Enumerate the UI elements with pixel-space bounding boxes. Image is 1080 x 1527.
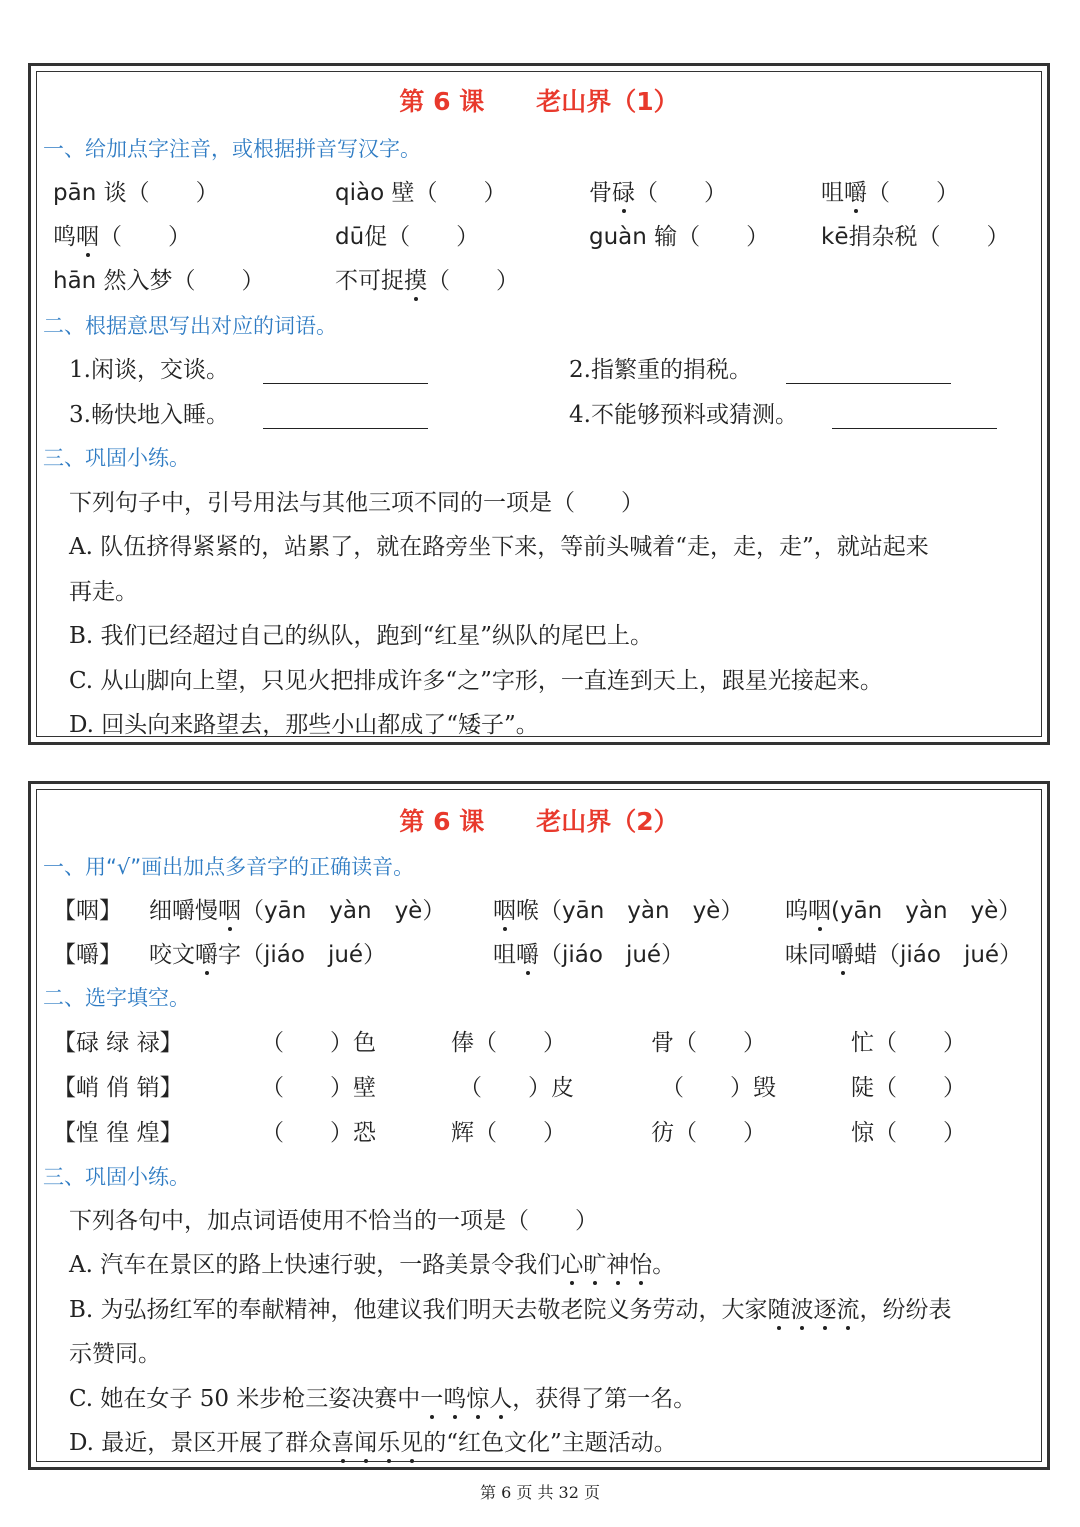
pinyin-item: pān 谈（ ） xyxy=(53,180,219,206)
answer-blank[interactable] xyxy=(832,408,997,429)
fill-item[interactable]: 俸（ ） xyxy=(451,1030,566,1056)
reading-item: 细嚼慢咽（yān yàn yè） xyxy=(149,898,446,924)
fill-item[interactable]: （ ）恐 xyxy=(261,1120,376,1146)
question-text: 下列句子中，引号用法与其他三项不同的一项是（ ） xyxy=(69,490,644,516)
char-group: 【峭 俏 销】 xyxy=(53,1075,183,1101)
fill-item[interactable]: （ ）色 xyxy=(261,1030,376,1056)
pinyin-item: qiào 壁（ ） xyxy=(335,180,507,206)
section-heading: 二、选字填空。 xyxy=(43,986,190,1010)
option-line: A. 汽车在景区的路上快速行驶，一路美景令我们心旷神怡。 xyxy=(69,1252,676,1278)
option-line: 示赞同。 xyxy=(69,1341,161,1367)
fill-item[interactable]: 彷（ ） xyxy=(651,1120,766,1146)
char-label: 【咽】 xyxy=(53,898,122,924)
option-line: C. 她在女子 50 米步枪三姿决赛中一鸣惊人，获得了第一名。 xyxy=(69,1386,697,1412)
char-label: 【嚼】 xyxy=(53,942,122,968)
section-heading: 三、巩固小练。 xyxy=(43,1165,190,1189)
pinyin-item: 不可捉摸（ ） xyxy=(335,268,519,294)
option-line: C. 从山脚向上望，只见火把排成许多“之”字形，一直连到天上，跟星光接起来。 xyxy=(69,668,883,694)
fill-item[interactable]: （ ）皮 xyxy=(459,1075,574,1101)
char-group: 【惶 徨 煌】 xyxy=(53,1120,183,1146)
definition-item: 1.闲谈，交谈。 xyxy=(69,351,428,384)
lesson-title xyxy=(31,802,1047,838)
fill-item[interactable]: 辉（ ） xyxy=(451,1120,566,1146)
fill-item[interactable]: 陡（ ） xyxy=(851,1075,966,1101)
section-heading: 一、用“√”画出加点多音字的正确读音。 xyxy=(43,855,415,879)
section-heading: 一、给加点字注音，或根据拼音写汉字。 xyxy=(43,137,421,161)
answer-blank[interactable] xyxy=(263,363,428,384)
answer-blank[interactable] xyxy=(786,363,951,384)
option-line: D. 回头向来路望去，那些小山都成了“矮子”。 xyxy=(69,712,539,738)
pinyin-item: dū促（ ） xyxy=(335,224,480,250)
fill-item[interactable]: （ ）壁 xyxy=(261,1075,376,1101)
lesson-card-1 xyxy=(28,63,1050,745)
char-group: 【碌 绿 禄】 xyxy=(53,1030,183,1056)
reading-item: 味同嚼蜡（jiáo jué） xyxy=(785,942,1023,968)
fill-item[interactable]: （ ）毁 xyxy=(661,1075,776,1101)
option-line: B. 我们已经超过自己的纵队，跑到“红星”纵队的尾巴上。 xyxy=(69,623,654,649)
pinyin-item: 咀嚼（ ） xyxy=(821,180,959,206)
reading-item: 咽喉（yān yàn yè） xyxy=(493,898,744,924)
pinyin-item: 鸣咽（ ） xyxy=(53,224,191,250)
definition-item: 2.指繁重的捐税。 xyxy=(569,351,951,384)
option-line: A. 队伍挤得紧紧的，站累了，就在路旁坐下来，等前头喊着“走，走，走”，就站起来 xyxy=(69,534,929,560)
option-line: D. 最近，景区开展了群众喜闻乐见的“红色文化”主题活动。 xyxy=(69,1430,677,1456)
reading-item: 咀嚼（jiáo jué） xyxy=(493,942,685,968)
definition-item: 3.畅快地入睡。 xyxy=(69,396,428,429)
pinyin-item: guàn 输（ ） xyxy=(589,224,770,250)
fill-item[interactable]: 骨（ ） xyxy=(651,1030,766,1056)
question-text: 下列各句中，加点词语使用不恰当的一项是（ ） xyxy=(69,1208,598,1234)
pinyin-item: hān 然入梦（ ） xyxy=(53,268,265,294)
option-line: 再走。 xyxy=(69,579,138,605)
answer-blank[interactable] xyxy=(263,408,428,429)
section-heading: 二、根据意思写出对应的词语。 xyxy=(43,314,337,338)
reading-item: 呜咽(yān yàn yè） xyxy=(785,898,1022,924)
lesson-name: 老山界（1） xyxy=(536,87,679,116)
lesson-card-2 xyxy=(28,781,1050,1470)
reading-item: 咬文嚼字（jiáo jué） xyxy=(149,942,387,968)
option-line: B. 为弘扬红军的奉献精神，他建议我们明天去敬老院义务劳动，大家随波逐流，纷纷表 xyxy=(69,1297,952,1323)
lesson-number: 第 6 课 xyxy=(399,807,485,836)
page-footer: 第 6 页 共 32 页 xyxy=(480,1483,600,1502)
section-heading: 三、巩固小练。 xyxy=(43,446,190,470)
lesson-number: 第 6 课 xyxy=(399,87,485,116)
definition-item: 4.不能够预料或猜测。 xyxy=(569,396,997,429)
fill-item[interactable]: 忙（ ） xyxy=(851,1030,966,1056)
pinyin-item: kē捐杂税（ ） xyxy=(821,224,1010,250)
pinyin-item: 骨碌（ ） xyxy=(589,180,727,206)
fill-item[interactable]: 惊（ ） xyxy=(851,1120,966,1146)
lesson-title xyxy=(31,82,1047,118)
lesson-name: 老山界（2） xyxy=(536,807,679,836)
